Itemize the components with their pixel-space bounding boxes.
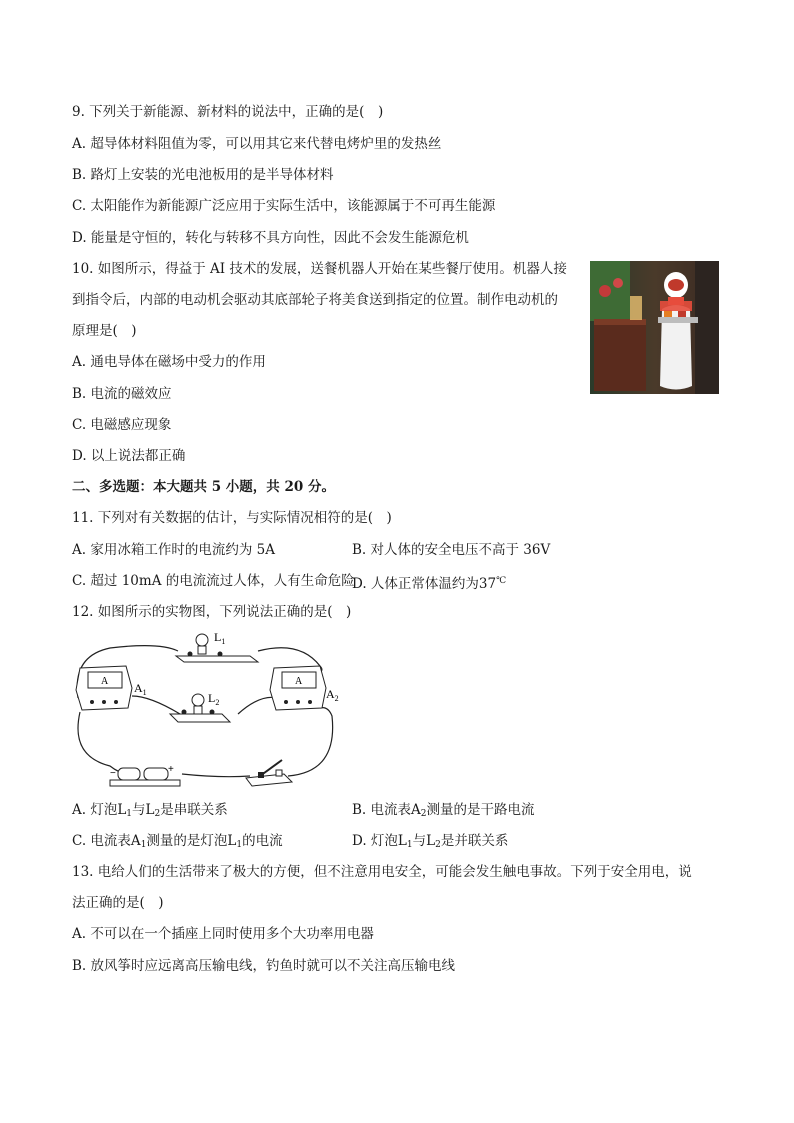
ammeter-a2: [270, 666, 326, 710]
label-a2-letter: A: [326, 687, 335, 701]
q12-c-sub1: 1: [140, 840, 147, 850]
label-a1-sub: 1: [142, 688, 147, 697]
q11-option-d-text: D. 人体正常体温约为37: [352, 576, 497, 592]
q10-stem-line3: 原理是( ): [72, 323, 137, 339]
label-l2-letter: L: [208, 691, 216, 705]
q12-d-part2: 与L: [412, 833, 436, 849]
q11-stem: 11. 下列对有关数据的估计，与实际情况相符的是( ): [72, 510, 392, 526]
q9-stem: 9. 下列关于新能源、新材料的说法中，正确的是( ): [72, 104, 384, 120]
q12-b-sub: 2: [420, 809, 427, 819]
q13-option-b: B. 放风筝时应远离高压输电线，钓鱼时就可以不关注高压输电线: [72, 958, 456, 974]
q9-option-b: B. 路灯上安装的光电池板用的是半导体材料: [72, 167, 334, 183]
q12-a-sub2: 2: [154, 809, 161, 819]
q12-b-part1: B. 电流表A: [352, 802, 421, 818]
q11-option-c: C. 超过 10mA 的电流流过人体，人有生命危险: [72, 573, 355, 589]
wire-a1-battery: [78, 712, 130, 774]
q12-a-sub1: 1: [126, 809, 133, 819]
q10-option-c: C. 电磁感应现象: [72, 417, 172, 433]
q12-b-part2: 测量的是干路电流: [426, 802, 535, 818]
q13-stem-line1: 13. 电给人们的生活带来了极大的方便，但不注意用电安全，可能会发生触电事故。下列于安全用电，说: [72, 864, 692, 880]
q11-option-a: A. 家用冰箱工作时的电流约为 5A: [72, 542, 275, 558]
q12-d-sub1: 1: [406, 840, 413, 850]
q9-option-a: A. 超导体材料阻值为零，可以用其它来代替电烤炉里的发热丝: [72, 136, 442, 152]
celsius-unit: ℃: [496, 576, 507, 586]
wire-switch-a2: [288, 708, 333, 776]
ammeter-a1: [76, 666, 132, 710]
battery: [110, 764, 180, 786]
q12-a-part3: 是串联关系: [160, 802, 228, 818]
label-a2: [326, 687, 339, 703]
q12-option-b: [352, 801, 535, 823]
q12-option-c: [72, 832, 283, 854]
q10-option-a: A. 通电导体在磁场中受力的作用: [72, 354, 266, 370]
robot-photo: [590, 261, 719, 394]
q12-c-part1: C. 电流表A: [72, 833, 141, 849]
q12-c-sub2: 1: [236, 840, 243, 850]
q9-option-d: D. 能量是守恒的，转化与转移不具方向性，因此不会发生能源危机: [72, 230, 469, 246]
wire-a1-l2: [132, 696, 180, 714]
label-l2: [208, 691, 219, 707]
q10-option-d: D. 以上说法都正确: [72, 448, 186, 464]
q10-stem-line1: 10. 如图所示，得益于 AI 技术的发展，送餐机器人开始在某些餐厅使用。机器人接: [72, 261, 567, 277]
q12-option-d: [352, 832, 508, 854]
q13-stem-line2: 法正确的是( ): [72, 895, 164, 911]
q10-stem-line2: 到指令后，内部的电动机会驱动其底部轮子将美食送到指定的位置。制作电动机的: [72, 292, 558, 308]
battery-plus-sign: +: [168, 764, 174, 775]
q12-a-part2: 与L: [132, 802, 155, 818]
q11-option-d: [352, 572, 506, 593]
label-a1: [134, 681, 147, 697]
label-l2-sub: 2: [215, 698, 220, 707]
q13-option-a: A. 不可以在一个插座上同时使用多个大功率用电器: [72, 926, 374, 942]
q12-option-a: [72, 801, 228, 823]
label-l1: [214, 630, 225, 646]
q11-option-b: B. 对人体的安全电压不高于 36V: [352, 542, 551, 558]
q12-d-part1: D. 灯泡L: [352, 833, 407, 849]
switch: [246, 760, 292, 786]
label-a2-sub: 2: [334, 694, 339, 703]
ammeter-a1-face-letter: A: [101, 676, 109, 687]
q12-stem: 12. 如图所示的实物图，下列说法正确的是( ): [72, 604, 352, 620]
circuit-diagram: [70, 626, 350, 794]
label-l1-letter: L: [214, 630, 222, 644]
q12-c-part2: 测量的是灯泡L: [146, 833, 237, 849]
q10-option-b: B. 电流的磁效应: [72, 386, 172, 402]
q12-c-part3: 的电流: [242, 833, 283, 849]
label-a1-letter: A: [134, 681, 143, 695]
q9-option-c: C. 太阳能作为新能源广泛应用于实际生活中，该能源属于不可再生能源: [72, 198, 496, 214]
wire-battery-switch: [182, 774, 250, 777]
q12-d-part3: 是并联关系: [440, 833, 509, 849]
wire-l2-a2: [238, 697, 278, 714]
ammeter-a2-face-letter: A: [295, 676, 303, 687]
q12-d-sub2: 2: [435, 840, 441, 850]
label-l1-sub: 1: [221, 637, 226, 646]
section-heading: 二、多选题：本大题共 5 小题，共 20 分。: [72, 479, 335, 495]
q12-a-part1: A. 灯泡L: [72, 802, 127, 818]
lamp-l2: [170, 694, 230, 722]
battery-minus-sign: −: [110, 768, 116, 779]
